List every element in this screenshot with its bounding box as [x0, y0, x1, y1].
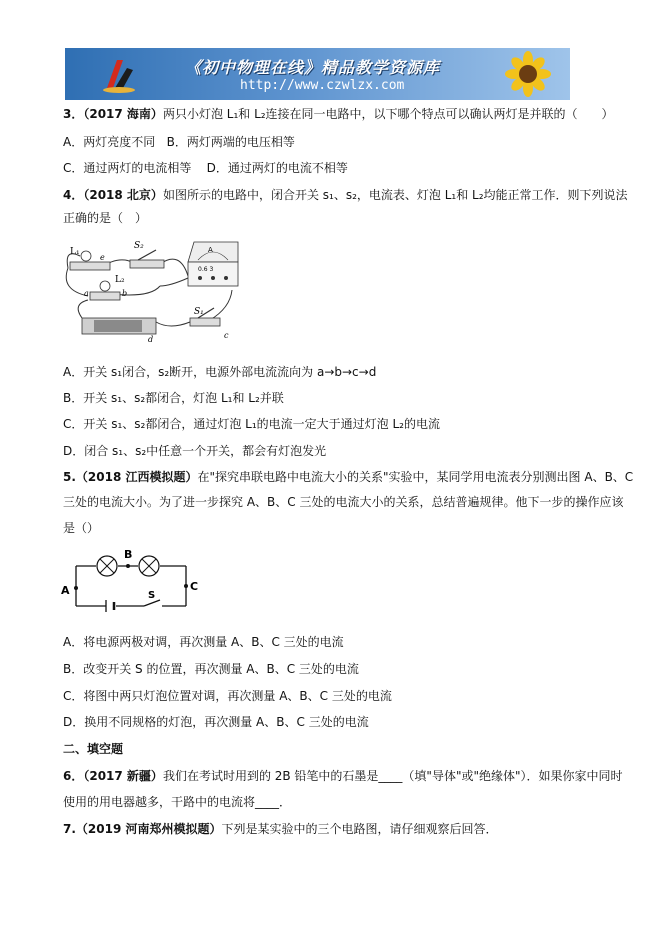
banner-url: http://www.czwlzx.com: [240, 78, 405, 93]
section-heading: 二、填空题: [63, 742, 124, 756]
label-S2: S₂: [134, 241, 144, 251]
q5-stem-line3: 是（）: [63, 521, 100, 535]
q5-option-a: A．将电源两极对调，再次测量 A、B、C 三处的电流: [63, 635, 344, 649]
label-meter-scale: 0.6 3: [198, 266, 214, 273]
q4-option-b: B．开关 s₁、s₂都闭合，灯泡 L₁和 L₂并联: [63, 391, 284, 405]
switch-S1-icon: [190, 307, 229, 340]
q4-stem-line2: 正确的是（ ）: [63, 211, 148, 225]
q3-options-row1: [63, 134, 295, 150]
label-c: c: [224, 331, 229, 340]
label-meter-A: A: [208, 246, 213, 254]
q7-text: 下列是某实验中的三个电路图，请仔细观察后回答．: [221, 822, 498, 836]
q7-stem: [63, 821, 498, 837]
q4-option-c: C．开关 s₁、s₂都闭合，通过灯泡 L₁的电流一定大于通过灯泡 L₂的电流: [63, 417, 440, 431]
q3-text: 两只小灯泡 L₁和 L₂连接在同一电路中，以下哪个特点可以确认两灯是并联的（ ）: [162, 107, 614, 121]
label-L2: L₂: [115, 275, 125, 285]
q4-text-1: 如图所示的电路中，闭合开关 s₁、s₂，电流表、灯泡 L₁和 L₂均能正常工作．则下列说法: [162, 188, 628, 202]
ammeter-icon: [188, 242, 238, 286]
q5-stem-line1: [63, 469, 633, 485]
header-banner: [65, 48, 570, 100]
q3-number: 3．: [63, 107, 84, 121]
switch-S2-icon: [130, 241, 164, 268]
q3-option-c: C．通过两灯的电流相等: [63, 161, 192, 175]
label-a: a: [84, 289, 89, 298]
q3-option-a: A．两灯亮度不同: [63, 135, 156, 149]
label-A: A: [61, 584, 70, 597]
q5-option-b: B．改变开关 S 的位置，再次测量 A、B、C 三处的电流: [63, 662, 359, 676]
q4-stem-line1: [63, 187, 628, 203]
lamp-L1-icon: [70, 247, 110, 270]
q3-source: （2017 海南）: [83, 107, 163, 121]
label-b: b: [122, 289, 128, 298]
q3-stem: [63, 106, 614, 122]
q5-circuit-figure: [60, 548, 210, 616]
q7-number: 7.: [63, 822, 76, 836]
label-d: d: [148, 335, 154, 342]
q5-number: 5.: [63, 470, 76, 484]
banner-title: 《初中物理在线》精品教学资源库: [185, 58, 441, 77]
lamp-L2-icon: [84, 275, 127, 300]
q4-option-d: D．闭合 s₁、s₂中任意一个开关，都会有灯泡发光: [63, 444, 327, 458]
q5-source: （2018 江西模拟题）: [75, 470, 198, 484]
label-L1: L₁: [70, 247, 80, 257]
battery-icon: [106, 600, 114, 612]
site-logo-icon: [101, 54, 137, 94]
label-C: C: [190, 580, 199, 593]
label-S1: S₁: [194, 307, 204, 317]
q6-line1: [63, 768, 623, 784]
q4-option-a: A．开关 s₁闭合，s₂断开，电源外部电流流向为 a→b→c→d: [63, 365, 377, 379]
sunflower-icon: [498, 50, 558, 98]
label-S: S: [148, 590, 156, 601]
q6-number: 6．: [63, 769, 84, 783]
label-B: B: [124, 548, 133, 561]
q4-source: （2018 北京）: [83, 188, 163, 202]
q6-line2: 使用的用电器越多，干路中的电流将____．: [63, 795, 292, 809]
q5-option-d: D．换用不同规格的灯泡，再次测量 A、B、C 三处的电流: [63, 715, 369, 729]
q7-source: （2019 河南郑州模拟题）: [75, 822, 222, 836]
q5-text-1: 在"探究串联电路中电流大小的关系"实验中，某同学用电流表分别测出图 A、B、C: [197, 470, 634, 484]
q6-text-1: 我们在考试时用到的 2B 铅笔中的石墨是____（填"导体"或"绝缘体"）．如果你家中同时: [162, 769, 623, 783]
label-e: e: [100, 253, 105, 262]
q5-option-c: C．将图中两只灯泡位置对调，再次测量 A、B、C 三处的电流: [63, 689, 392, 703]
q3-options-row2: [63, 160, 348, 176]
q4-circuit-figure: [60, 238, 280, 342]
lamp-2-icon: [139, 556, 159, 576]
q3-option-b: B．两灯两端的电压相等: [166, 135, 295, 149]
q5-stem-line2: 三处的电流大小。为了进一步探究 A、B、C 三处的电流大小的关系，总结普遍规律。他下一步的操作应该: [63, 495, 624, 509]
q3-option-d: D．通过两灯的电流不相等: [206, 161, 348, 175]
lamp-1-icon: [97, 556, 117, 576]
q4-number: 4．: [63, 188, 84, 202]
battery-icon: [82, 318, 156, 342]
q6-source: （2017 新疆）: [83, 769, 163, 783]
